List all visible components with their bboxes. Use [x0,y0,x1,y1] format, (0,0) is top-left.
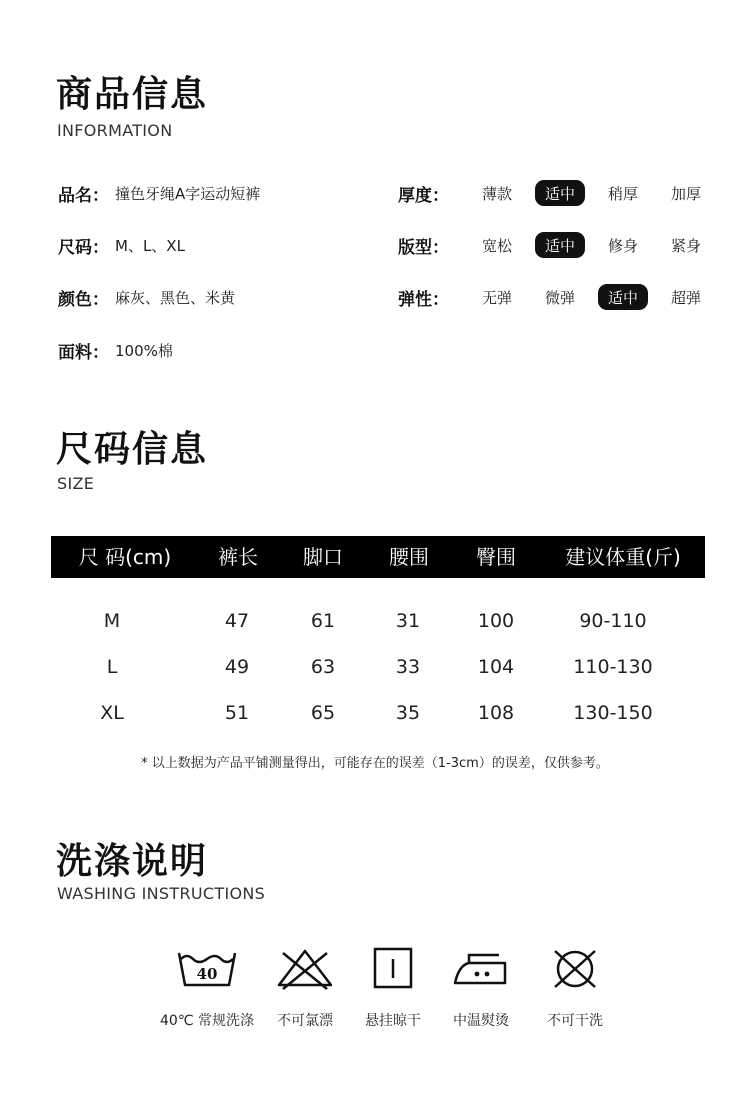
info-value: 100%棉 [115,341,173,360]
cell-weight: 110-130 [573,656,653,678]
header-cell-length: 裤长 [218,545,258,569]
attr-option: 修身 [607,236,638,255]
wash-label: 中温熨烫 [453,1013,509,1029]
attr-row-thickness [398,180,724,206]
info-row-color [58,284,235,310]
cell-weight: 90-110 [579,610,647,632]
info-row-size [58,232,185,258]
wash-item [343,945,443,1029]
attr-option-selected: 适中 [535,180,585,206]
info-value: 麻灰、黑色、米黄 [115,288,236,307]
wash-temp-text: 40 [196,965,218,983]
attr-option: 薄款 [481,184,512,203]
size-note: * 以上数据为产品平铺测量得出，可能存在的误差（1-3cm）的误差，仅供参考。 [141,756,609,771]
wash-40-icon [175,945,239,991]
cell-size: XL [100,702,124,724]
no-dry-clean-icon [543,945,607,991]
washing-subtitle: WASHING INSTRUCTIONS [57,884,266,903]
attr-option: 超弹 [670,288,701,307]
cell-hip: 104 [477,656,515,678]
attr-option: 无弹 [481,288,512,307]
header-cell-waist: 腰围 [389,545,429,569]
wash-label: 悬挂晾干 [365,1013,421,1029]
wash-item [525,945,625,1029]
line-dry-icon [361,945,425,991]
cell-length: 47 [224,610,250,632]
size-table-header [51,536,705,578]
info-key: 颜色： [58,289,109,310]
header-cell-leg-opening: 脚口 [303,545,343,569]
info-value: M、L、XL [115,236,185,255]
wash-item [431,945,531,1029]
cell-hip: 108 [477,702,515,724]
cell-weight: 130-150 [573,702,653,724]
info-key: 面料： [58,342,109,363]
attr-option-selected: 适中 [598,284,648,310]
cell-waist: 33 [395,656,421,678]
cell-waist: 31 [395,610,421,632]
attr-key: 厚度： [398,185,449,206]
wash-item [255,945,355,1029]
attr-option: 微弹 [544,288,575,307]
cell-size: L [106,656,118,678]
attr-option-selected: 适中 [535,232,585,258]
attr-option: 稍厚 [607,184,638,203]
info-row-name [58,180,260,206]
cell-length: 51 [224,702,250,724]
no-bleach-icon [273,945,337,991]
attr-option: 加厚 [670,184,701,203]
attr-option: 紧身 [670,236,701,255]
info-key: 尺码： [58,237,109,258]
info-key: 品名： [58,185,109,206]
header-cell-hip: 臀围 [476,545,516,569]
product-info-subtitle: INFORMATION [57,121,173,140]
cell-leg-opening: 61 [310,610,336,632]
attr-key: 版型： [398,237,449,258]
washing-title: 洗涤说明 [56,841,209,882]
info-value: 撞色牙绳A字运动短裤 [115,184,261,203]
header-cell-weight: 建议体重(斤) [565,545,681,569]
attr-row-elasticity [398,284,724,310]
product-info-title: 商品信息 [56,74,209,115]
wash-item [157,945,257,1029]
attr-row-fit [398,232,724,258]
wash-label: 不可氯漂 [277,1013,333,1029]
cell-size: M [103,610,121,632]
attr-key: 弹性： [398,289,449,310]
cell-leg-opening: 63 [310,656,336,678]
cell-length: 49 [224,656,250,678]
size-info-subtitle: SIZE [57,474,95,493]
iron-medium-icon [449,945,513,991]
size-info-title: 尺码信息 [56,429,209,470]
info-row-fabric [58,337,173,363]
header-cell-size: 尺 码(cm) [78,545,172,569]
cell-waist: 35 [395,702,421,724]
wash-label: 40℃ 常规洗涤 [160,1013,254,1029]
attr-option: 宽松 [481,236,512,255]
cell-hip: 100 [477,610,515,632]
cell-leg-opening: 65 [310,702,336,724]
wash-label: 不可干洗 [547,1013,603,1029]
